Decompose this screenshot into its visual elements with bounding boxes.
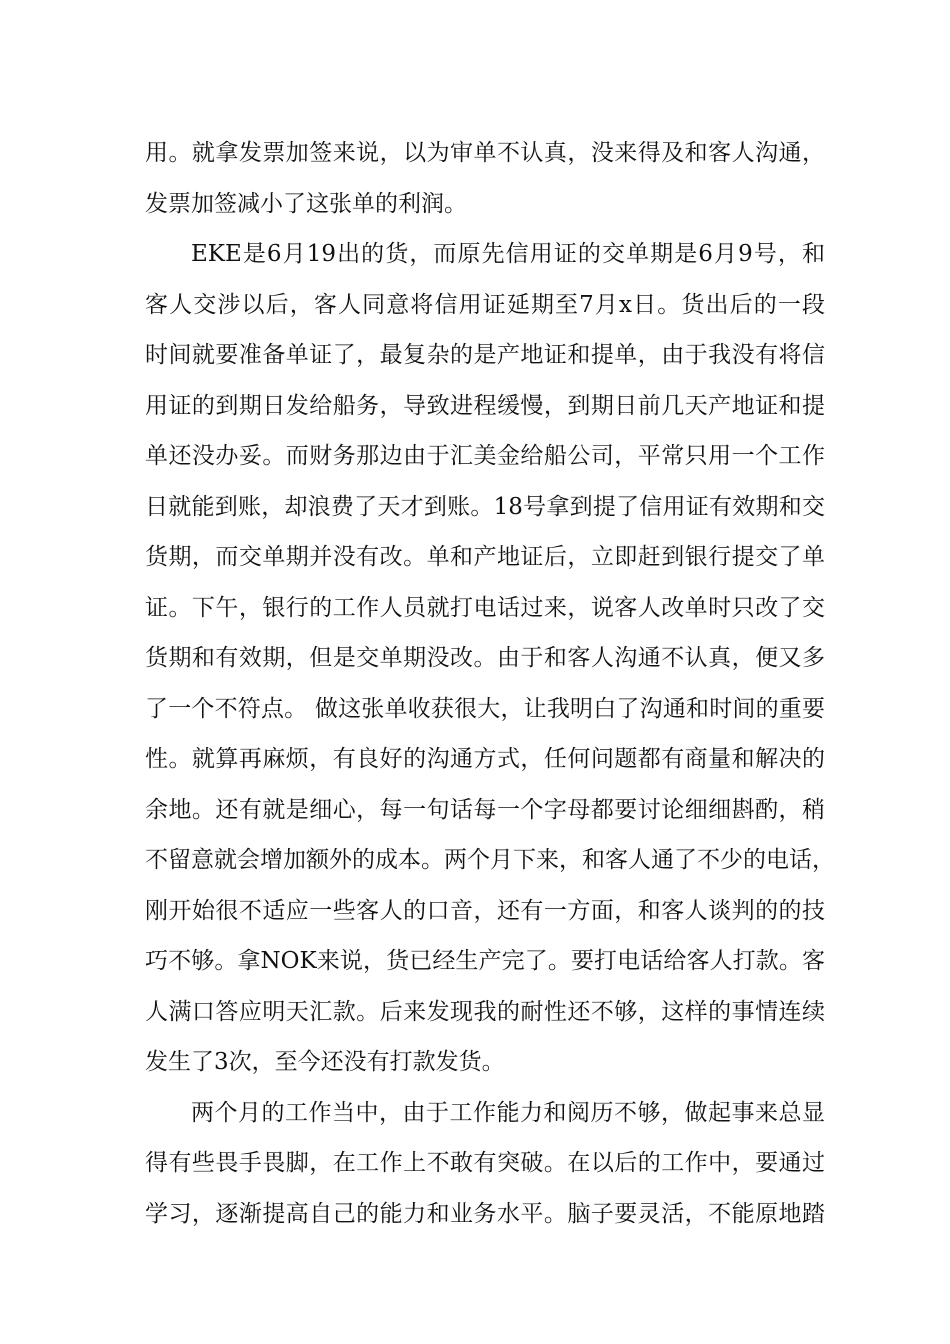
text-line: 学习，逐渐提高自己的能力和业务水平。脑子要灵活，不能原地踏 [145,1200,825,1227]
paragraph-start-line: EKE是6月19出的货，而原先信用证的交单期是6月9号，和 [191,241,825,267]
text-line: 余地。还有就是细心，每一句话每一个字母都要讨论细细斟酌，稍 [145,796,825,823]
paragraph-start-line: 两个月的工作当中，由于工作能力和阅历不够，做起事来总显 [191,1099,825,1126]
text-line: 了一个不符点。 做这张单收获很大，让我明白了沟通和时间的重要 [145,695,825,722]
text-line: 刚开始很不适应一些客人的口音，还有一方面，和客人谈判的的技 [145,897,825,924]
text-line: 得有些畏手畏脚，在工作上不敢有突破。在以后的工作中，要通过 [145,1150,825,1176]
text-line: 证。下午，银行的工作人员就打电话过来，说客人改单时只改了交 [145,594,825,621]
text-line: 单还没办妥。而财务那边由于汇美金给船公司，平常只用一个工作 [145,443,825,469]
text-line: 巧不够。拿NOK来说，货已经生产完了。要打电话给客人打款。客 [145,948,825,974]
text-line: 货期，而交单期并没有改。单和产地证后，立即赶到银行提交了单 [145,544,825,570]
text-line: 用证的到期日发给船务，导致进程缓慢，到期日前几天产地证和提 [145,392,825,419]
text-line: 客人交涉以后，客人同意将信用证延期至7月x日。货出后的一段 [145,291,825,318]
text-line: 性。就算再麻烦，有良好的沟通方式，任何问题都有商量和解决的 [145,746,825,772]
text-line: 时间就要准备单证了，最复杂的是产地证和提单，由于我没有将信 [145,342,825,368]
text-line: 日就能到账，却浪费了天才到账。18号拿到提了信用证有效期和交 [145,493,825,520]
text-line: 货期和有效期，但是交单期没改。由于和客人沟通不认真，便又多 [145,645,825,671]
text-line: 不留意就会增加额外的成本。两个月下来，和客人通了不少的电话， [145,847,835,873]
text-line: 用。就拿发票加签来说，以为审单不认真，没来得及和客人沟通， [145,140,825,166]
text-line: 发生了3次，至今还没有打款发货。 [145,1049,505,1075]
body-text [145,128,835,1239]
text-line: 人满口答应明天汇款。后来发现我的耐性还不够，这样的事情连续 [145,998,825,1025]
text-line: 发票加签减小了这张单的利润。 [145,190,467,217]
